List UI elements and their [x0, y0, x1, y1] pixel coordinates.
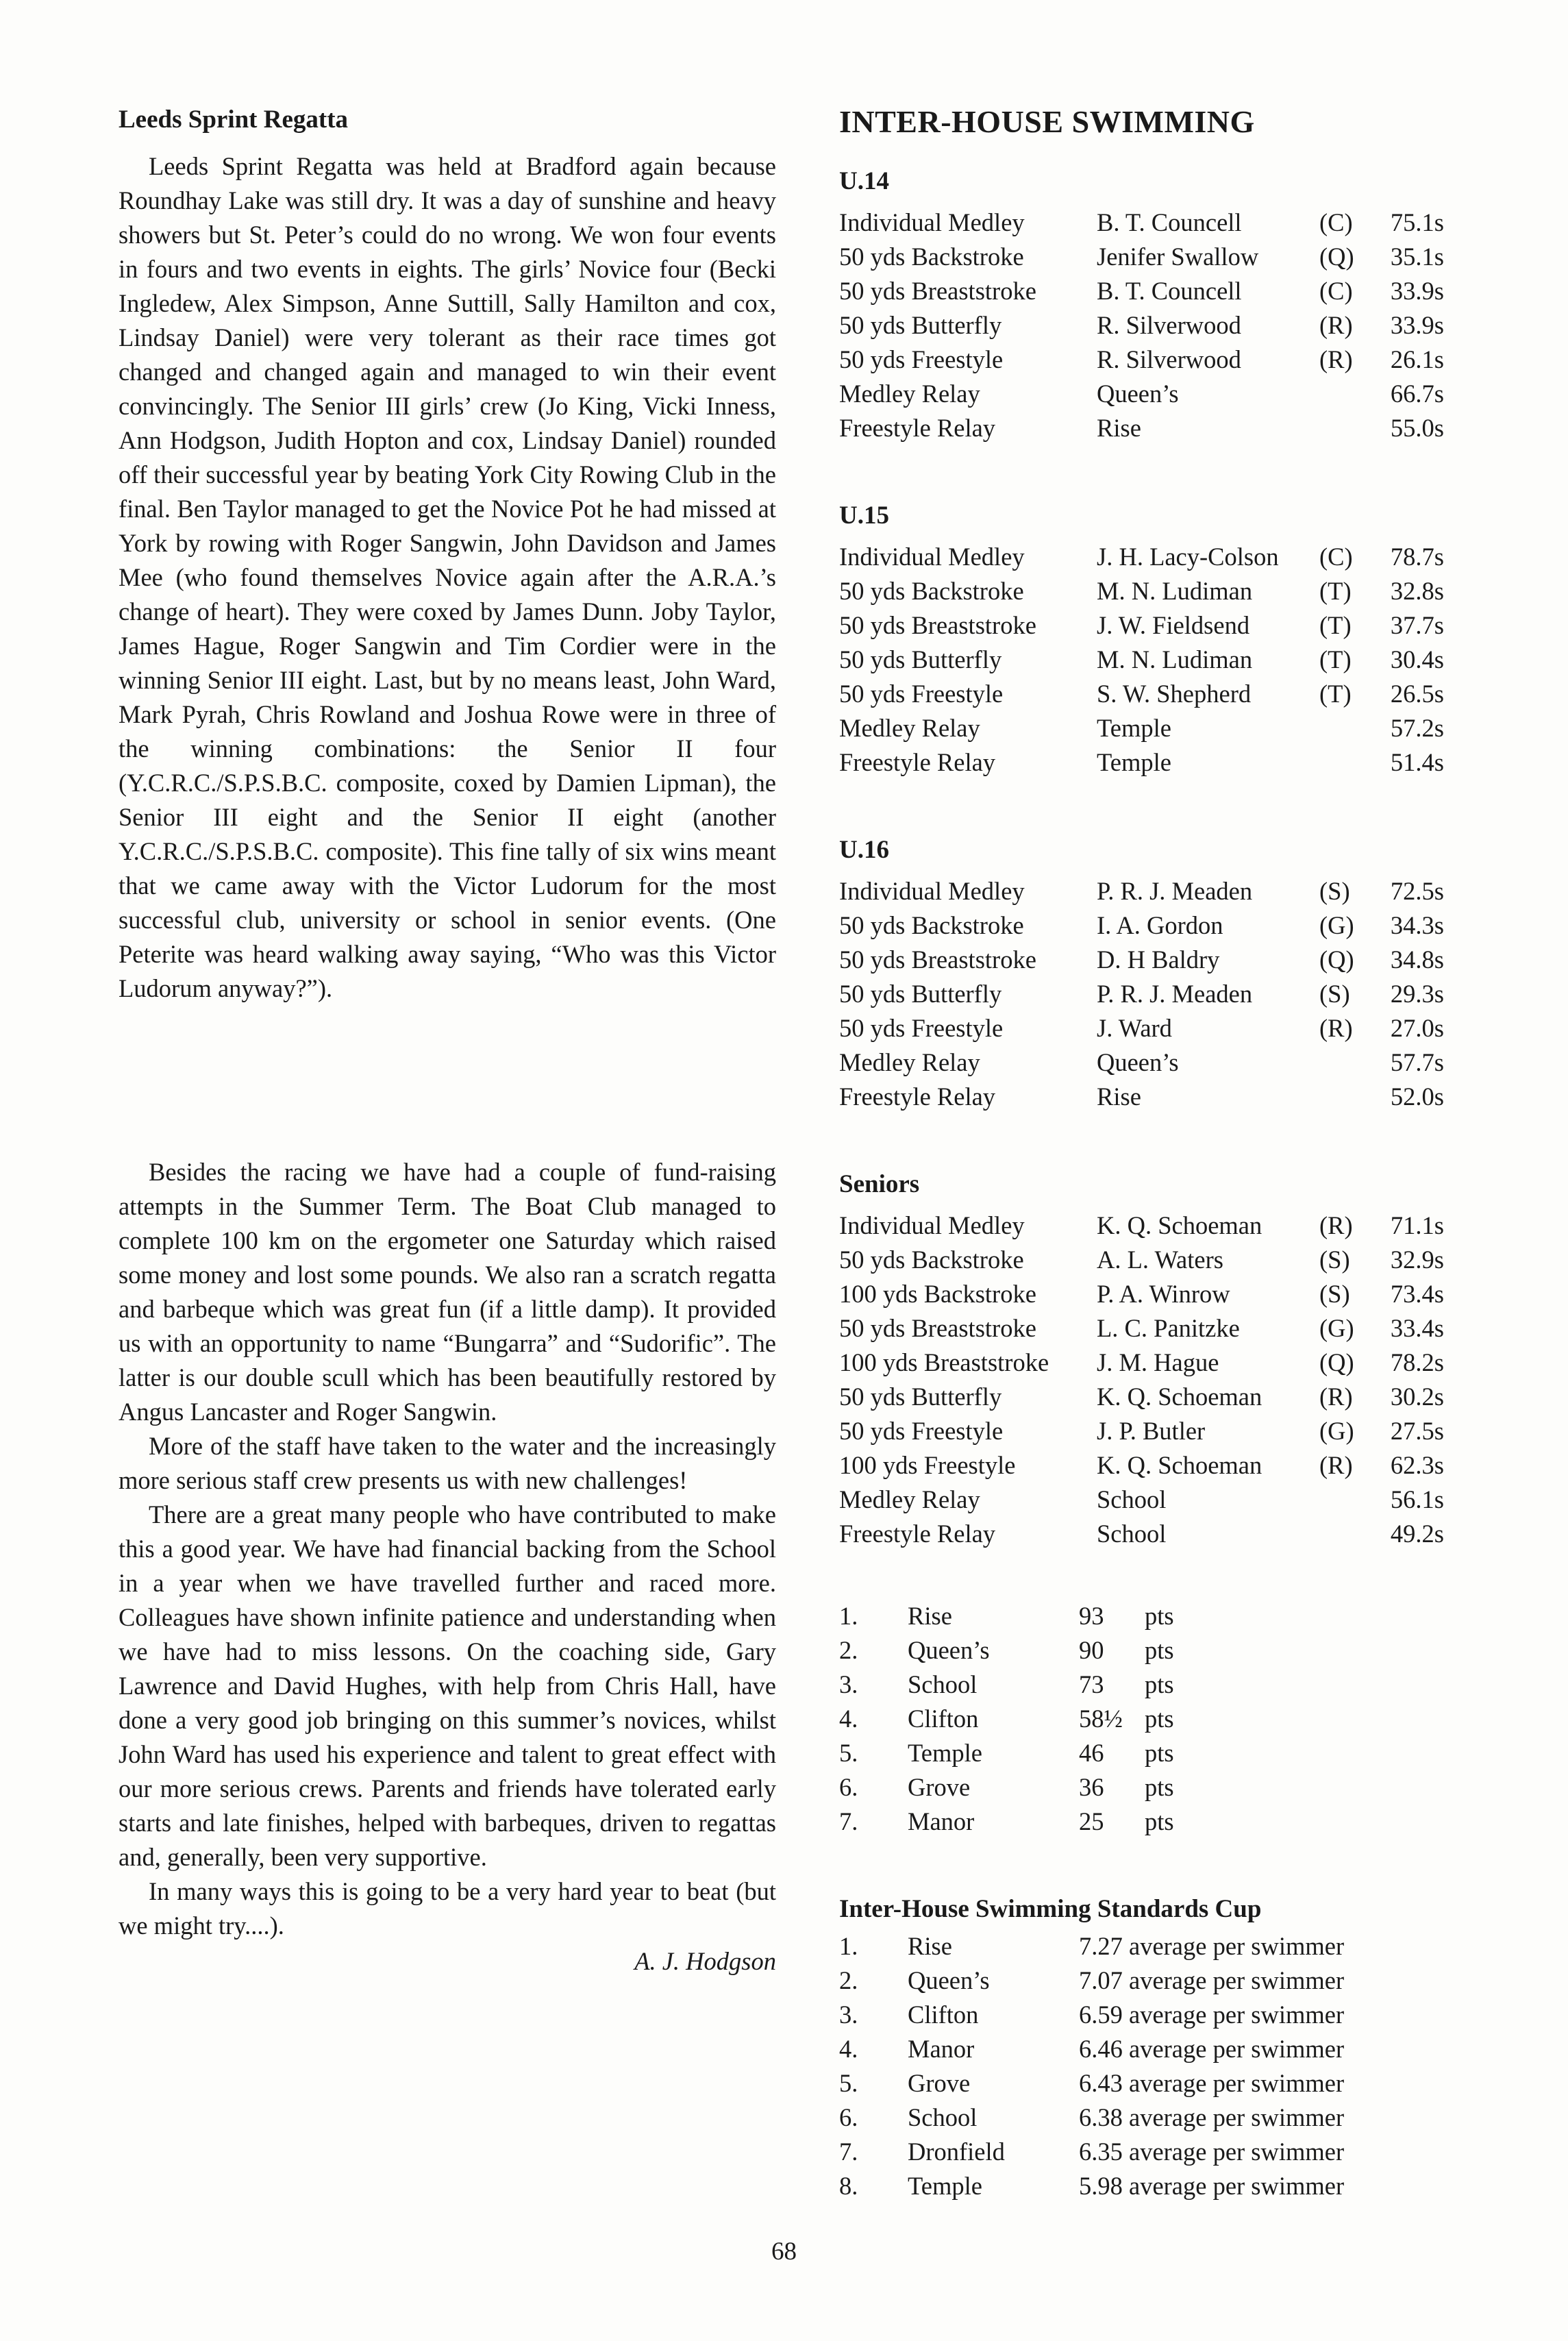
name-cell: K. Q. Schoeman	[1097, 1451, 1262, 1479]
house-name-cell: Rise	[908, 1602, 952, 1630]
event-cell: Individual Medley	[839, 1211, 1025, 1239]
table-row	[839, 411, 1444, 445]
results-groups	[839, 164, 1497, 1551]
rank-cell: 2.	[839, 1636, 858, 1664]
table-row	[839, 308, 1444, 343]
rank-cell: 1.	[839, 1932, 858, 1960]
house-name-cell: Grove	[908, 2069, 971, 2097]
time-cell: 29.3s	[1390, 980, 1444, 1008]
table-row	[839, 1805, 1174, 1839]
event-cell: 50 yds Backstroke	[839, 911, 1024, 939]
name-cell: J. P. Butler	[1097, 1417, 1206, 1445]
name-cell: P. R. J. Meaden	[1097, 980, 1253, 1008]
points-unit-cell: pts	[1145, 1807, 1174, 1835]
house-name-cell: Clifton	[908, 2001, 979, 2029]
house-cell	[1319, 1045, 1376, 1080]
points-cell: 73	[1079, 1670, 1104, 1698]
event-cell: 50 yds Breaststroke	[839, 611, 1036, 639]
time-cell: 72.5s	[1390, 877, 1444, 905]
table-row	[839, 1448, 1444, 1483]
event-cell: 50 yds Butterfly	[839, 645, 1002, 673]
rank-cell: 3.	[839, 2001, 858, 2029]
section-title: INTER-HOUSE SWIMMING	[839, 104, 1255, 139]
event-cell: 100 yds Freestyle	[839, 1451, 1016, 1479]
house-cell: (R)	[1319, 345, 1353, 373]
event-cell: Individual Medley	[839, 543, 1025, 571]
house-cell: (R)	[1319, 1014, 1353, 1042]
time-cell: 34.8s	[1390, 945, 1444, 974]
event-cell: 50 yds Freestyle	[839, 1014, 1004, 1042]
table-row	[839, 1964, 1344, 1998]
event-cell: Freestyle Relay	[839, 1520, 996, 1548]
table-row	[839, 2135, 1344, 2169]
table-row	[839, 1998, 1344, 2032]
table-row	[839, 1599, 1174, 1633]
table-row	[839, 2066, 1344, 2101]
table-row	[839, 1209, 1444, 1243]
house-cell: (Q)	[1319, 243, 1354, 271]
house-cell: (R)	[1319, 1383, 1353, 1411]
name-cell: M. N. Ludiman	[1097, 645, 1253, 673]
time-cell: 62.3s	[1390, 1451, 1444, 1479]
house-name-cell: Grove	[908, 1773, 971, 1801]
name-cell: J. M. Hague	[1097, 1348, 1219, 1376]
name-cell: B. T. Councell	[1097, 208, 1242, 236]
time-cell: 26.1s	[1390, 345, 1444, 373]
house-cell: (Q)	[1319, 1348, 1354, 1376]
event-cell: Medley Relay	[839, 1048, 980, 1076]
house-cell	[1319, 711, 1376, 745]
points-cell: 46	[1079, 1739, 1104, 1767]
table-row	[839, 943, 1444, 977]
house-positions-table	[839, 1599, 1174, 1839]
table-row	[839, 2169, 1344, 2203]
name-cell: K. Q. Schoeman	[1097, 1211, 1262, 1239]
event-cell: 50 yds Butterfly	[839, 1383, 1002, 1411]
article-paragraph: More of the staff have taken to the water and the increasingly more serious staff crew presents us with new challenges!	[119, 1432, 776, 1494]
house-name-cell: Manor	[908, 2035, 975, 2063]
table-row	[839, 1311, 1444, 1346]
name-cell: M. N. Ludiman	[1097, 577, 1253, 605]
house-cell	[1319, 745, 1376, 780]
table-row	[839, 1929, 1344, 1964]
name-cell: L. C. Panitzke	[1097, 1314, 1240, 1342]
name-cell: K. Q. Schoeman	[1097, 1383, 1262, 1411]
time-cell: 52.0s	[1390, 1082, 1444, 1111]
rank-cell: 2.	[839, 1966, 858, 1994]
house-cell: (Q)	[1319, 945, 1354, 974]
results-table	[839, 540, 1444, 780]
house-cell	[1319, 411, 1376, 445]
author-signature: A. J. Hodgson	[634, 1947, 776, 1975]
table-row	[839, 1045, 1444, 1080]
event-cell: 50 yds Backstroke	[839, 577, 1024, 605]
table-row	[839, 1380, 1444, 1414]
time-cell: 56.1s	[1390, 1485, 1444, 1513]
results-group	[839, 1167, 1497, 1551]
results-table	[839, 206, 1444, 445]
name-cell: Temple	[1097, 714, 1171, 742]
house-name-cell: Dronfield	[908, 2138, 1005, 2166]
table-row	[839, 1080, 1444, 1114]
event-cell: 100 yds Breaststroke	[839, 1348, 1049, 1376]
rank-cell: 6.	[839, 2103, 858, 2131]
table-row	[839, 1736, 1174, 1770]
house-cell: (C)	[1319, 208, 1353, 236]
table-row	[839, 206, 1444, 240]
house-cell	[1319, 1483, 1376, 1517]
group-title: U.15	[839, 501, 889, 530]
results-table	[839, 874, 1444, 1114]
points-cell: 36	[1079, 1773, 1104, 1801]
name-cell: Jenifer Swallow	[1097, 243, 1259, 271]
table-row	[839, 274, 1444, 308]
time-cell: 55.0s	[1390, 414, 1444, 442]
house-name-cell: Temple	[908, 2172, 982, 2200]
rank-cell: 6.	[839, 1773, 858, 1801]
event-cell: 100 yds Backstroke	[839, 1280, 1036, 1308]
house-cell: (T)	[1319, 611, 1352, 639]
table-row	[839, 377, 1444, 411]
name-cell: S. W. Shepherd	[1097, 680, 1252, 708]
table-row	[839, 540, 1444, 574]
time-cell: 32.9s	[1390, 1246, 1444, 1274]
house-name-cell: School	[908, 2103, 978, 2131]
name-cell: P. A. Winrow	[1097, 1280, 1230, 1308]
event-cell: 50 yds Breaststroke	[839, 1314, 1036, 1342]
rank-cell: 4.	[839, 1705, 858, 1733]
time-cell: 78.7s	[1390, 543, 1444, 571]
table-row	[839, 240, 1444, 274]
table-row	[839, 2032, 1344, 2066]
article-paragraph: There are a great many people who have contributed to make this a good year. We have had financial backing from the School in a year when we have travelled further and raced more. Colleagues have shown infinite patience and understanding when we have had to miss lessons. On the coaching side, Gary Lawrence and David Hughes, with help from Chris Hall, have done a very good job bringing on this summer’s novices, whilst John Ward has used his experience and talent to great effect with our more serious crews. Parents and friends have tolerated early starts and late finishes, helped with barbeques, driven to regattas and, generally, been very supportive.	[119, 1500, 776, 1871]
event-cell: 50 yds Freestyle	[839, 345, 1004, 373]
house-cell: (C)	[1319, 543, 1353, 571]
table-row	[839, 677, 1444, 711]
event-cell: Freestyle Relay	[839, 1082, 996, 1111]
time-cell: 78.2s	[1390, 1348, 1444, 1376]
table-row	[839, 1011, 1444, 1045]
time-cell: 27.0s	[1390, 1014, 1444, 1042]
name-cell: B. T. Councell	[1097, 277, 1242, 305]
house-cell: (T)	[1319, 577, 1352, 605]
name-cell: Queen’s	[1097, 1048, 1179, 1076]
table-row	[839, 1483, 1444, 1517]
table-row	[839, 1277, 1444, 1311]
name-cell: School	[1097, 1520, 1167, 1548]
event-cell: Medley Relay	[839, 380, 980, 408]
table-row	[839, 2101, 1344, 2135]
event-cell: 50 yds Breaststroke	[839, 277, 1036, 305]
name-cell: P. R. J. Meaden	[1097, 877, 1253, 905]
house-cell: (C)	[1319, 277, 1353, 305]
table-row	[839, 745, 1444, 780]
table-row	[839, 1243, 1444, 1277]
average-cell: 7.07 average per swimmer	[1079, 1966, 1345, 1994]
house-cell: (S)	[1319, 1280, 1350, 1308]
time-cell: 33.9s	[1390, 311, 1444, 339]
rank-cell: 3.	[839, 1670, 858, 1698]
rank-cell: 5.	[839, 1739, 858, 1767]
results-group	[839, 499, 1497, 780]
table-row	[839, 1346, 1444, 1380]
time-cell: 37.7s	[1390, 611, 1444, 639]
event-cell: 50 yds Freestyle	[839, 680, 1004, 708]
house-cell: (T)	[1319, 680, 1352, 708]
time-cell: 35.1s	[1390, 243, 1444, 271]
house-name-cell: Queen’s	[908, 1636, 990, 1664]
time-cell: 66.7s	[1390, 380, 1444, 408]
points-unit-cell: pts	[1145, 1773, 1174, 1801]
article-heading: Leeds Sprint Regatta	[119, 106, 349, 134]
table-row	[839, 1770, 1174, 1805]
event-cell: Individual Medley	[839, 877, 1025, 905]
name-cell: School	[1097, 1485, 1167, 1513]
table-row	[839, 977, 1444, 1011]
standards-cup-table	[839, 1929, 1344, 2203]
table-row	[839, 343, 1444, 377]
rank-cell: 4.	[839, 2035, 858, 2063]
event-cell: Freestyle Relay	[839, 414, 996, 442]
points-cell: 25	[1079, 1807, 1104, 1835]
house-cell: (S)	[1319, 877, 1350, 905]
article-paragraph: Besides the racing we have had a couple of fund-raising attempts in the Summer Term. The Boat Club managed to complete 100 km on the ergometer one Saturday which raised some money and lost some pounds. We also ran a scratch regatta and barbeque which was great fun (if a little damp). It provided us with an opportunity to name “Bungarra” and “Sudorific”. The latter is our double scull which has been beautifully restored by Angus Lancaster and Roger Sangwin.	[119, 1158, 776, 1426]
house-name-cell: Clifton	[908, 1705, 979, 1733]
points-unit-cell: pts	[1145, 1636, 1174, 1664]
name-cell: Temple	[1097, 748, 1171, 776]
time-cell: 30.2s	[1390, 1383, 1444, 1411]
time-cell: 49.2s	[1390, 1520, 1444, 1548]
name-cell: J. H. Lacy-Colson	[1097, 543, 1279, 571]
event-cell: 50 yds Backstroke	[839, 1246, 1024, 1274]
house-cell: (R)	[1319, 311, 1353, 339]
table-row	[839, 643, 1444, 677]
time-cell: 34.3s	[1390, 911, 1444, 939]
name-cell: J. Ward	[1097, 1014, 1172, 1042]
group-title: U.14	[839, 167, 889, 195]
name-cell: I. A. Gordon	[1097, 911, 1223, 939]
name-cell: A. L. Waters	[1097, 1246, 1223, 1274]
time-cell: 32.8s	[1390, 577, 1444, 605]
event-cell: 50 yds Freestyle	[839, 1417, 1004, 1445]
table-row	[839, 608, 1444, 643]
average-cell: 6.46 average per swimmer	[1079, 2035, 1345, 2063]
name-cell: Rise	[1097, 1082, 1141, 1111]
name-cell: R. Silverwood	[1097, 311, 1241, 339]
points-unit-cell: pts	[1145, 1670, 1174, 1698]
name-cell: Rise	[1097, 414, 1141, 442]
name-cell: Queen’s	[1097, 380, 1179, 408]
time-cell: 73.4s	[1390, 1280, 1444, 1308]
group-title: Seniors	[839, 1170, 920, 1198]
average-cell: 6.43 average per swimmer	[1079, 2069, 1345, 2097]
event-cell: Medley Relay	[839, 1485, 980, 1513]
article-paragraph: In many ways this is going to be a very hard year to beat (but we might try....).	[119, 1877, 776, 1940]
rank-cell: 7.	[839, 1807, 858, 1835]
house-cell: (S)	[1319, 980, 1350, 1008]
house-cell: (G)	[1319, 1417, 1354, 1445]
table-row	[839, 908, 1444, 943]
house-cell	[1319, 1080, 1376, 1114]
rank-cell: 1.	[839, 1602, 858, 1630]
average-cell: 5.98 average per swimmer	[1079, 2172, 1345, 2200]
table-row	[839, 1668, 1174, 1702]
table-row	[839, 874, 1444, 908]
house-cell: (R)	[1319, 1211, 1353, 1239]
average-cell: 7.27 average per swimmer	[1079, 1932, 1345, 1960]
house-cell: (G)	[1319, 1314, 1354, 1342]
house-cell: (G)	[1319, 911, 1354, 939]
name-cell: D. H Baldry	[1097, 945, 1220, 974]
rank-cell: 8.	[839, 2172, 858, 2200]
time-cell: 57.7s	[1390, 1048, 1444, 1076]
average-cell: 6.35 average per swimmer	[1079, 2138, 1345, 2166]
points-cell: 58½	[1079, 1705, 1123, 1733]
house-name-cell: Queen’s	[908, 1966, 990, 1994]
points-cell: 90	[1079, 1636, 1104, 1664]
standards-cup-title: Inter-House Swimming Standards Cup	[839, 1895, 1262, 1923]
results-table	[839, 1209, 1444, 1551]
points-cell: 93	[1079, 1602, 1104, 1630]
results-group	[839, 164, 1497, 445]
page-number: 68	[771, 2238, 797, 2266]
house-name-cell: School	[908, 1670, 978, 1698]
table-row	[839, 1702, 1174, 1736]
article-paragraph: Leeds Sprint Regatta was held at Bradford again because Roundhay Lake was still dry. It was a day of sunshine and heavy showers but St. Peter’s could do no wrong. We won four events in fours and two events in eights. The girls’ Novice four (Becki Ingledew, Alex Simpson, Anne Suttill, Sally Hamilton and cox, Lindsay Daniel) were very tolerant as their race times got changed and changed again and managed to win their event convincingly. The Senior III girls’ crew (Jo King, Vicki Inness, Ann Hodgson, Judith Hopton and cox, Lindsay Daniel) rounded off their successful year by beating York City Rowing Club in the final. Ben Taylor managed to get the Novice Pot he had missed at York by rowing with Roger Sangwin, John Davidson and James Mee (who found themselves Novice again after the A.R.A.’s change of heart). They were coxed by James Dunn. Joby Taylor, James Hague, Roger Sangwin and Tim Cordier were in the winning Senior III eight. Last, but by no means least, John Ward, Mark Pyrah, Chris Rowland and Joshua Rowe were in three of the winning combinations: the Senior II four (Y.C.R.C./S.P.S.B.C. composite, coxed by Damien Lipman), the Senior III eight and the Senior II eight (another Y.C.R.C./S.P.S.B.C. composite). This fine tally of six wins meant that we came away with the Victor Ludorum for the most successful club, university or school in senior events. (One Peterite was heard walking away saying, “Who was this Victor Ludorum anyway?”).	[119, 152, 776, 1002]
house-cell: (T)	[1319, 645, 1352, 673]
name-cell: J. W. Fieldsend	[1097, 611, 1250, 639]
event-cell: 50 yds Butterfly	[839, 311, 1002, 339]
house-name-cell: Manor	[908, 1807, 975, 1835]
table-row	[839, 1517, 1444, 1551]
house-name-cell: Temple	[908, 1739, 982, 1767]
table-row	[839, 711, 1444, 745]
name-cell: R. Silverwood	[1097, 345, 1241, 373]
table-row	[839, 1414, 1444, 1448]
time-cell: 27.5s	[1390, 1417, 1444, 1445]
average-cell: 6.59 average per swimmer	[1079, 2001, 1345, 2029]
house-cell: (R)	[1319, 1451, 1353, 1479]
event-cell: Freestyle Relay	[839, 748, 996, 776]
average-cell: 6.38 average per swimmer	[1079, 2103, 1345, 2131]
event-cell: 50 yds Breaststroke	[839, 945, 1036, 974]
time-cell: 57.2s	[1390, 714, 1444, 742]
event-cell: 50 yds Butterfly	[839, 980, 1002, 1008]
time-cell: 51.4s	[1390, 748, 1444, 776]
house-name-cell: Rise	[908, 1932, 952, 1960]
group-title: U.16	[839, 836, 889, 864]
event-cell: Individual Medley	[839, 208, 1025, 236]
house-cell: (S)	[1319, 1246, 1350, 1274]
event-cell: 50 yds Backstroke	[839, 243, 1024, 271]
left-column	[119, 103, 776, 1979]
rank-cell: 7.	[839, 2138, 858, 2166]
results-group	[839, 833, 1497, 1114]
event-cell: Medley Relay	[839, 714, 980, 742]
table-row	[839, 574, 1444, 608]
time-cell: 71.1s	[1390, 1211, 1444, 1239]
house-cell	[1319, 1517, 1376, 1551]
right-column	[839, 103, 1497, 2203]
rank-cell: 5.	[839, 2069, 858, 2097]
house-cell	[1319, 377, 1376, 411]
points-unit-cell: pts	[1145, 1705, 1174, 1733]
time-cell: 33.4s	[1390, 1314, 1444, 1342]
time-cell: 30.4s	[1390, 645, 1444, 673]
time-cell: 33.9s	[1390, 277, 1444, 305]
points-unit-cell: pts	[1145, 1739, 1174, 1767]
points-unit-cell: pts	[1145, 1602, 1174, 1630]
time-cell: 26.5s	[1390, 680, 1444, 708]
time-cell: 75.1s	[1390, 208, 1444, 236]
table-row	[839, 1633, 1174, 1668]
